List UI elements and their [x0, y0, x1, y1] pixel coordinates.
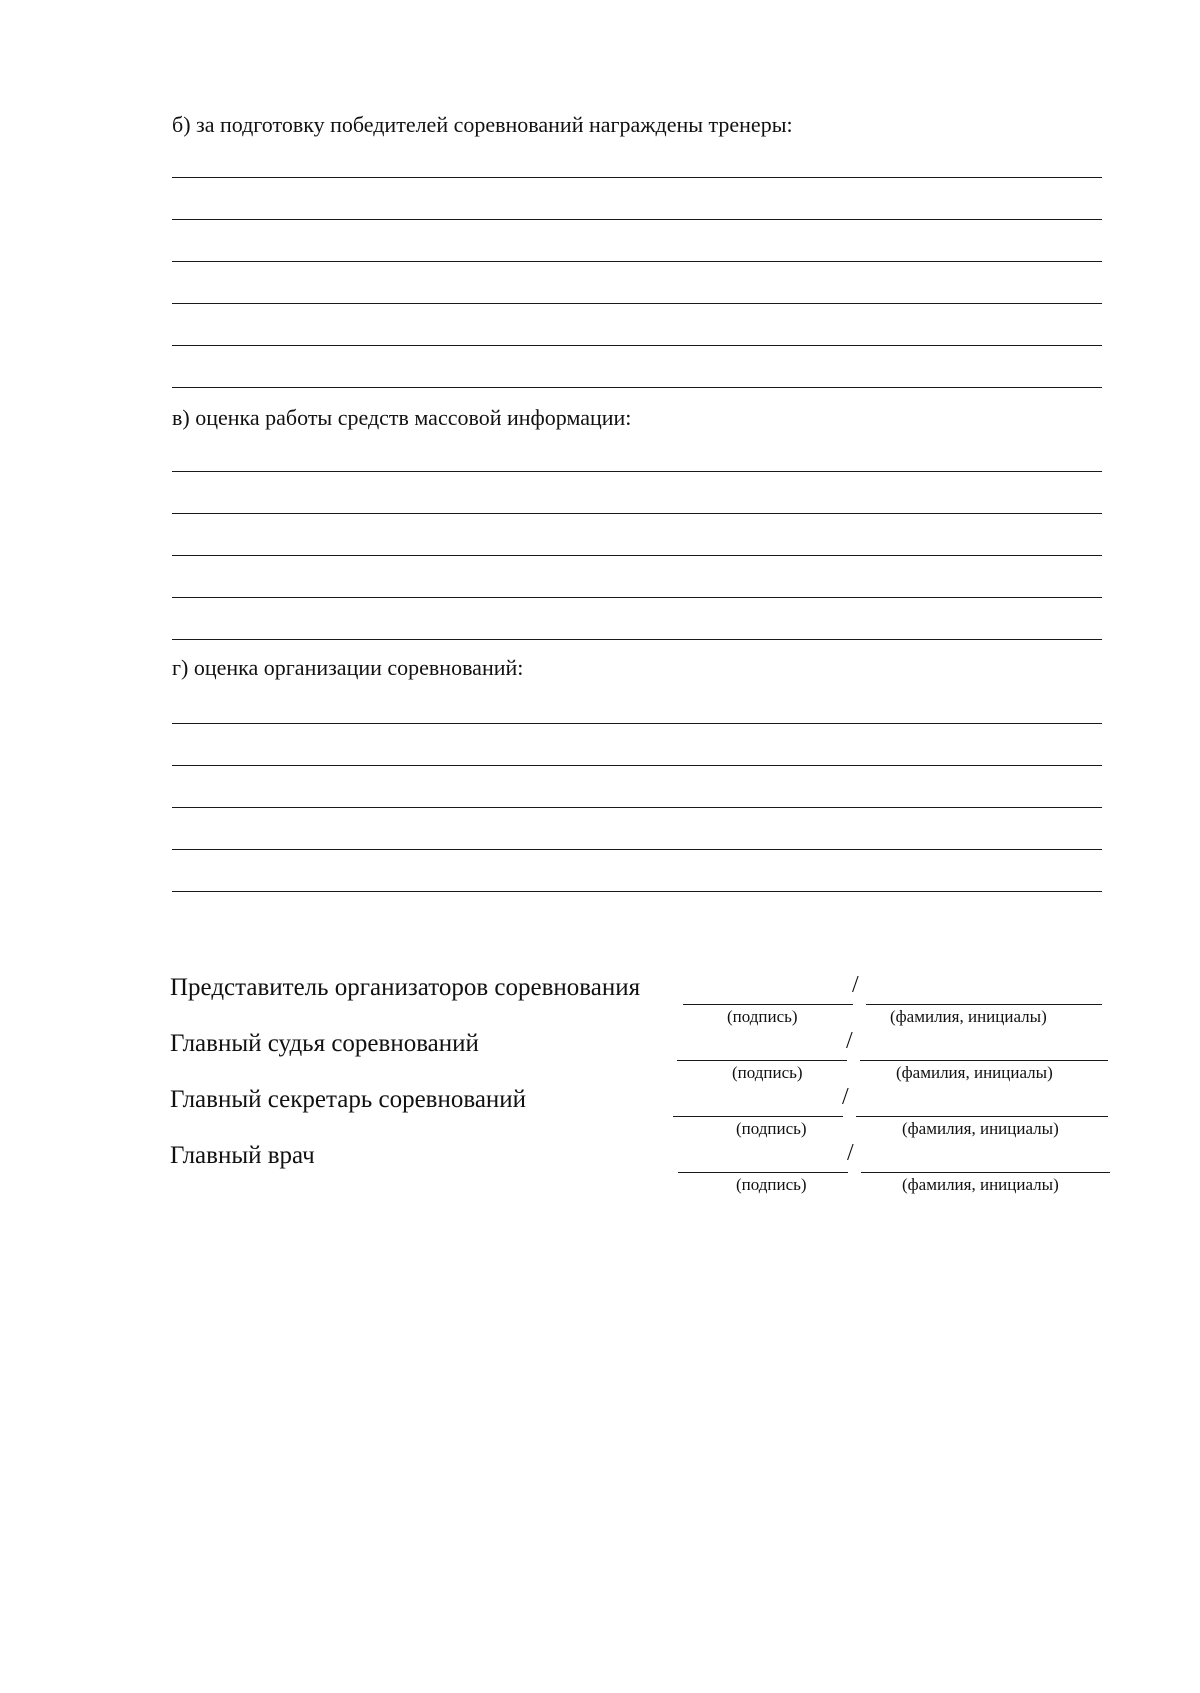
signature-line	[683, 1004, 853, 1005]
signature-row-organizer	[0, 974, 1200, 1034]
section-heading-coaches: б) за подготовку победителей соревнований награждены тренеры:	[172, 112, 793, 137]
name-line	[866, 1004, 1102, 1005]
signature-line	[673, 1116, 843, 1117]
separator-slash: /	[852, 972, 859, 998]
name-line	[861, 1172, 1110, 1173]
blank-line	[172, 597, 1102, 598]
role-label: Главный врач	[170, 1142, 315, 1169]
name-caption: (фамилия, инициалы)	[896, 1063, 1053, 1082]
role-label: Главный секретарь соревнований	[170, 1086, 527, 1113]
signature-row-chief-judge	[0, 1030, 1200, 1090]
signature-row-chief-secretary	[0, 1086, 1200, 1146]
blank-line	[172, 219, 1102, 220]
blank-line	[172, 387, 1102, 388]
separator-slash: /	[847, 1140, 854, 1166]
blank-line	[172, 723, 1102, 724]
separator-slash: /	[846, 1028, 853, 1054]
signature-line	[678, 1172, 848, 1173]
section-heading-media: в) оценка работы средств массовой информации:	[172, 405, 632, 430]
separator-slash: /	[842, 1084, 849, 1110]
blank-line	[172, 471, 1102, 472]
signature-caption: (подпись)	[736, 1119, 807, 1138]
blank-line	[172, 177, 1102, 178]
blank-line	[172, 891, 1102, 892]
signature-caption: (подпись)	[727, 1007, 798, 1026]
blank-line	[172, 303, 1102, 304]
name-caption: (фамилия, инициалы)	[902, 1119, 1059, 1138]
role-label: Представитель организаторов соревнования	[170, 974, 641, 1001]
blank-line	[172, 555, 1102, 556]
signature-row-chief-doctor	[0, 1142, 1200, 1202]
signature-caption: (подпись)	[732, 1063, 803, 1082]
blank-line	[172, 261, 1102, 262]
blank-line	[172, 765, 1102, 766]
blank-line	[172, 345, 1102, 346]
role-label: Главный судья соревнований	[170, 1030, 479, 1057]
name-line	[860, 1060, 1108, 1061]
name-line	[856, 1116, 1108, 1117]
name-caption: (фамилия, инициалы)	[890, 1007, 1047, 1026]
section-heading-organization: г) оценка организации соревнований:	[172, 655, 524, 680]
blank-line	[172, 639, 1102, 640]
name-caption: (фамилия, инициалы)	[902, 1175, 1059, 1194]
signature-caption: (подпись)	[736, 1175, 807, 1194]
signature-line	[677, 1060, 847, 1061]
blank-line	[172, 849, 1102, 850]
blank-line	[172, 807, 1102, 808]
blank-line	[172, 513, 1102, 514]
